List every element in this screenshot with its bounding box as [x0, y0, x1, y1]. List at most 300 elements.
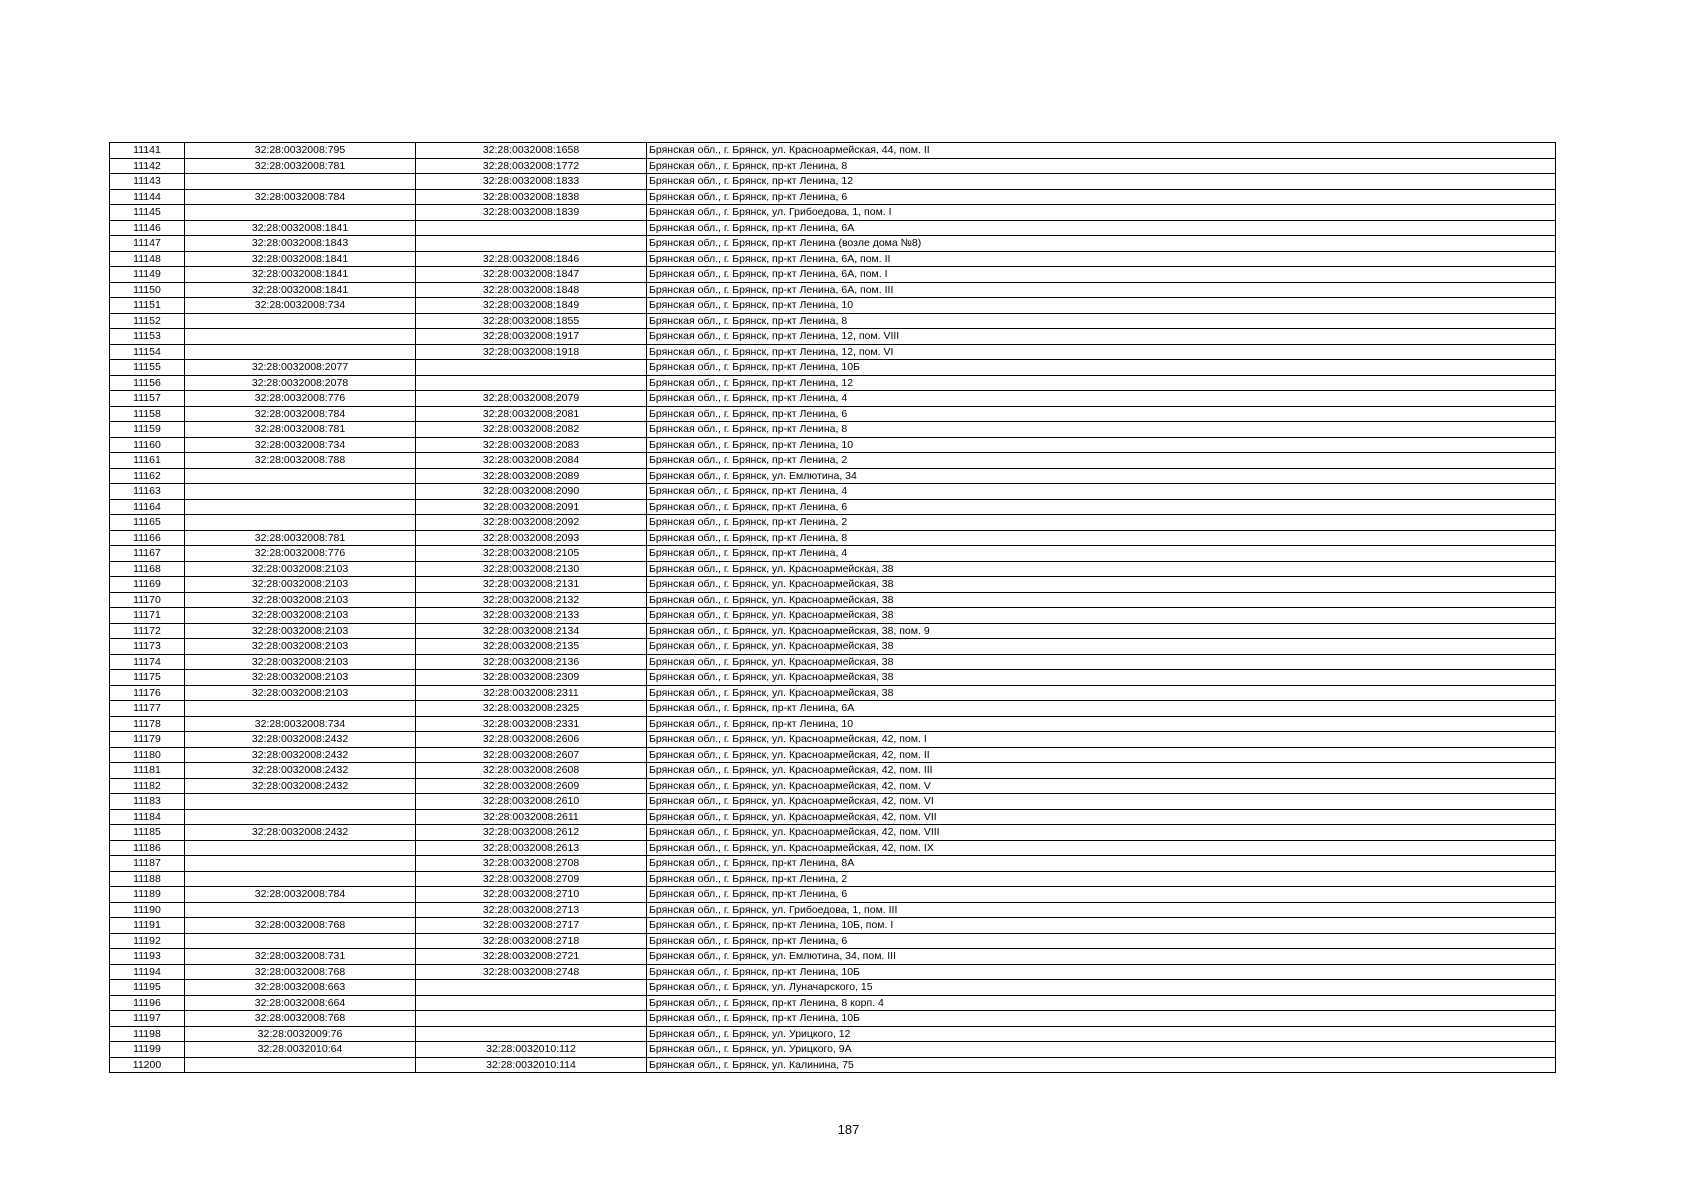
object-number-cell: 32:28:0032008:1917 [416, 329, 647, 345]
address-cell: Брянская обл., г. Брянск, пр-кт Ленина, 8 корп. 4 [647, 995, 1556, 1011]
table-row [110, 220, 1556, 236]
cadastral-number-cell: 32:28:0032008:2432 [185, 778, 416, 794]
object-number-cell: 32:28:0032008:1838 [416, 189, 647, 205]
row-number-cell: 11194 [110, 964, 185, 980]
cadastral-number-cell: 32:28:0032008:784 [185, 887, 416, 903]
table-row [110, 778, 1556, 794]
object-number-cell: 32:28:0032008:2132 [416, 592, 647, 608]
cadastral-number-cell: 32:28:0032009:76 [185, 1026, 416, 1042]
table-row [110, 236, 1556, 252]
object-number-cell: 32:28:0032008:1658 [416, 143, 647, 159]
address-cell: Брянская обл., г. Брянск, ул. Красноармейская, 42, пом. IX [647, 840, 1556, 856]
address-cell: Брянская обл., г. Брянск, пр-кт Ленина, 8 [647, 530, 1556, 546]
address-cell: Брянская обл., г. Брянск, ул. Калинина, 75 [647, 1057, 1556, 1073]
object-number-cell: 32:28:0032008:2609 [416, 778, 647, 794]
row-number-cell: 11186 [110, 840, 185, 856]
table-row [110, 313, 1556, 329]
row-number-cell: 11145 [110, 205, 185, 221]
cadastral-number-cell: 32:28:0032008:664 [185, 995, 416, 1011]
object-number-cell: 32:28:0032008:2134 [416, 623, 647, 639]
object-number-cell: 32:28:0032008:2717 [416, 918, 647, 934]
address-cell: Брянская обл., г. Брянск, пр-кт Ленина, 8 [647, 422, 1556, 438]
cadastral-number-cell: 32:28:0032008:781 [185, 158, 416, 174]
row-number-cell: 11170 [110, 592, 185, 608]
cadastral-number-cell [185, 1057, 416, 1073]
cadastral-number-cell [185, 840, 416, 856]
address-cell: Брянская обл., г. Брянск, пр-кт Ленина, 10Б [647, 360, 1556, 376]
address-cell: Брянская обл., г. Брянск, пр-кт Ленина, 6 [647, 406, 1556, 422]
cadastral-number-cell: 32:28:0032008:2103 [185, 670, 416, 686]
cadastral-number-cell: 32:28:0032008:2103 [185, 577, 416, 593]
address-cell: Брянская обл., г. Брянск, пр-кт Ленина, 2 [647, 453, 1556, 469]
table-row [110, 747, 1556, 763]
object-number-cell: 32:28:0032008:2606 [416, 732, 647, 748]
row-number-cell: 11185 [110, 825, 185, 841]
table-row [110, 391, 1556, 407]
row-number-cell: 11197 [110, 1011, 185, 1027]
row-number-cell: 11150 [110, 282, 185, 298]
address-cell: Брянская обл., г. Брянск, пр-кт Ленина, 6А, пом. III [647, 282, 1556, 298]
cadastral-number-cell: 32:28:0032008:1843 [185, 236, 416, 252]
address-cell: Брянская обл., г. Брянск, ул. Красноармейская, 44, пом. II [647, 143, 1556, 159]
cadastral-number-cell [185, 468, 416, 484]
address-cell: Брянская обл., г. Брянск, ул. Красноармейская, 42, пом. V [647, 778, 1556, 794]
table-row [110, 205, 1556, 221]
address-cell: Брянская обл., г. Брянск, ул. Грибоедова, 1, пом. III [647, 902, 1556, 918]
object-number-cell: 32:28:0032008:2091 [416, 499, 647, 515]
object-number-cell: 32:28:0032008:1855 [416, 313, 647, 329]
object-number-cell: 32:28:0032008:2089 [416, 468, 647, 484]
cadastral-number-cell [185, 174, 416, 190]
table-row [110, 623, 1556, 639]
row-number-cell: 11161 [110, 453, 185, 469]
address-cell: Брянская обл., г. Брянск, ул. Грибоедова, 1, пом. I [647, 205, 1556, 221]
object-number-cell: 32:28:0032008:1918 [416, 344, 647, 360]
cadastral-number-cell: 32:28:0032008:1841 [185, 251, 416, 267]
row-number-cell: 11176 [110, 685, 185, 701]
object-number-cell: 32:28:0032008:2710 [416, 887, 647, 903]
object-number-cell: 32:28:0032008:2748 [416, 964, 647, 980]
cadastral-number-cell [185, 329, 416, 345]
address-cell: Брянская обл., г. Брянск, пр-кт Ленина, 10Б [647, 1011, 1556, 1027]
address-cell: Брянская обл., г. Брянск, пр-кт Ленина, 2 [647, 871, 1556, 887]
table-row [110, 143, 1556, 159]
row-number-cell: 11159 [110, 422, 185, 438]
row-number-cell: 11143 [110, 174, 185, 190]
address-cell: Брянская обл., г. Брянск, пр-кт Ленина, 10 [647, 716, 1556, 732]
cadastral-number-cell: 32:28:0032008:2103 [185, 685, 416, 701]
address-cell: Брянская обл., г. Брянск, пр-кт Ленина, 8 [647, 313, 1556, 329]
object-number-cell: 32:28:0032008:2084 [416, 453, 647, 469]
table-row [110, 515, 1556, 531]
cadastral-number-cell: 32:28:0032008:2103 [185, 639, 416, 655]
row-number-cell: 11169 [110, 577, 185, 593]
cadastral-number-cell [185, 794, 416, 810]
address-cell: Брянская обл., г. Брянск, пр-кт Ленина, 6А [647, 701, 1556, 717]
table-row [110, 980, 1556, 996]
cadastral-number-cell: 32:28:0032008:1841 [185, 282, 416, 298]
table-row [110, 763, 1556, 779]
object-number-cell: 32:28:0032008:2612 [416, 825, 647, 841]
cadastral-number-cell: 32:28:0032008:2432 [185, 763, 416, 779]
address-cell: Брянская обл., г. Брянск, ул. Красноармейская, 42, пом. I [647, 732, 1556, 748]
cadastral-number-cell [185, 499, 416, 515]
row-number-cell: 11147 [110, 236, 185, 252]
table-row [110, 949, 1556, 965]
address-cell: Брянская обл., г. Брянск, пр-кт Ленина, 6 [647, 887, 1556, 903]
row-number-cell: 11148 [110, 251, 185, 267]
cadastral-number-cell: 32:28:0032008:784 [185, 189, 416, 205]
row-number-cell: 11154 [110, 344, 185, 360]
address-cell: Брянская обл., г. Брянск, пр-кт Ленина, 12 [647, 174, 1556, 190]
cadastral-number-cell: 32:28:0032008:2103 [185, 623, 416, 639]
cadastral-number-cell: 32:28:0032008:734 [185, 437, 416, 453]
row-number-cell: 11155 [110, 360, 185, 376]
row-number-cell: 11173 [110, 639, 185, 655]
row-number-cell: 11164 [110, 499, 185, 515]
object-number-cell: 32:28:0032008:2130 [416, 561, 647, 577]
address-cell: Брянская обл., г. Брянск, ул. Красноармейская, 42, пом. III [647, 763, 1556, 779]
address-cell: Брянская обл., г. Брянск, пр-кт Ленина, 8 [647, 158, 1556, 174]
table-row [110, 840, 1556, 856]
table-row [110, 654, 1556, 670]
table-row [110, 871, 1556, 887]
table-row [110, 158, 1556, 174]
row-number-cell: 11177 [110, 701, 185, 717]
row-number-cell: 11171 [110, 608, 185, 624]
table-row [110, 189, 1556, 205]
object-number-cell: 32:28:0032008:2090 [416, 484, 647, 500]
row-number-cell: 11141 [110, 143, 185, 159]
table-row [110, 732, 1556, 748]
row-number-cell: 11152 [110, 313, 185, 329]
object-number-cell: 32:28:0032008:2610 [416, 794, 647, 810]
object-number-cell: 32:28:0032008:2325 [416, 701, 647, 717]
address-cell: Брянская обл., г. Брянск, пр-кт Ленина, 4 [647, 484, 1556, 500]
table-row [110, 406, 1556, 422]
table-row [110, 546, 1556, 562]
cadastral-number-cell: 32:28:0032008:734 [185, 298, 416, 314]
object-number-cell: 32:28:0032008:2082 [416, 422, 647, 438]
cadastral-number-cell [185, 313, 416, 329]
object-number-cell: 32:28:0032008:2311 [416, 685, 647, 701]
cadastral-number-cell: 32:28:0032008:784 [185, 406, 416, 422]
row-number-cell: 11163 [110, 484, 185, 500]
row-number-cell: 11180 [110, 747, 185, 763]
address-cell: Брянская обл., г. Брянск, ул. Красноармейская, 42, пом. VIII [647, 825, 1556, 841]
object-number-cell [416, 980, 647, 996]
table-row [110, 701, 1556, 717]
cadastral-number-cell [185, 515, 416, 531]
address-cell: Брянская обл., г. Брянск, пр-кт Ленина, 10Б [647, 964, 1556, 980]
object-number-cell: 32:28:0032008:2105 [416, 546, 647, 562]
address-cell: Брянская обл., г. Брянск, ул. Красноармейская, 38 [647, 639, 1556, 655]
table-row [110, 856, 1556, 872]
row-number-cell: 11175 [110, 670, 185, 686]
cadastral-number-cell: 32:28:0032008:768 [185, 918, 416, 934]
object-number-cell: 32:28:0032008:2135 [416, 639, 647, 655]
table-row [110, 809, 1556, 825]
address-cell: Брянская обл., г. Брянск, пр-кт Ленина, 6А [647, 220, 1556, 236]
row-number-cell: 11160 [110, 437, 185, 453]
object-number-cell: 32:28:0032008:2718 [416, 933, 647, 949]
object-number-cell: 32:28:0032008:2611 [416, 809, 647, 825]
cadastral-number-cell: 32:28:0032008:2103 [185, 592, 416, 608]
object-number-cell: 32:28:0032008:2331 [416, 716, 647, 732]
table-row [110, 468, 1556, 484]
cadastral-number-cell: 32:28:0032008:1841 [185, 267, 416, 283]
table-row [110, 267, 1556, 283]
cadastral-number-cell: 32:28:0032008:2432 [185, 732, 416, 748]
address-cell: Брянская обл., г. Брянск, ул. Красноармейская, 38 [647, 592, 1556, 608]
row-number-cell: 11189 [110, 887, 185, 903]
object-number-cell: 32:28:0032008:2136 [416, 654, 647, 670]
table-row [110, 592, 1556, 608]
cadastral-number-cell: 32:28:0032008:2432 [185, 747, 416, 763]
object-number-cell: 32:28:0032008:2709 [416, 871, 647, 887]
address-cell: Брянская обл., г. Брянск, ул. Емлютина, 34, пом. III [647, 949, 1556, 965]
row-number-cell: 11144 [110, 189, 185, 205]
object-number-cell [416, 236, 647, 252]
object-number-cell: 32:28:0032008:1846 [416, 251, 647, 267]
object-number-cell [416, 995, 647, 1011]
row-number-cell: 11198 [110, 1026, 185, 1042]
table-row [110, 329, 1556, 345]
cadastral-number-cell [185, 701, 416, 717]
table-row [110, 499, 1556, 515]
row-number-cell: 11183 [110, 794, 185, 810]
object-number-cell: 32:28:0032008:2133 [416, 608, 647, 624]
cadastral-number-cell: 32:28:0032008:768 [185, 1011, 416, 1027]
row-number-cell: 11178 [110, 716, 185, 732]
object-number-cell: 32:28:0032008:2721 [416, 949, 647, 965]
cadastral-number-cell [185, 871, 416, 887]
address-cell: Брянская обл., г. Брянск, ул. Красноармейская, 38 [647, 654, 1556, 670]
row-number-cell: 11182 [110, 778, 185, 794]
table-row [110, 902, 1556, 918]
table-row [110, 1011, 1556, 1027]
cadastral-number-cell: 32:28:0032008:663 [185, 980, 416, 996]
page-number: 187 [837, 1122, 860, 1137]
cadastral-number-cell: 32:28:0032008:734 [185, 716, 416, 732]
row-number-cell: 11151 [110, 298, 185, 314]
row-number-cell: 11165 [110, 515, 185, 531]
object-number-cell: 32:28:0032008:1772 [416, 158, 647, 174]
row-number-cell: 11191 [110, 918, 185, 934]
row-number-cell: 11199 [110, 1042, 185, 1058]
table-row [110, 1057, 1556, 1073]
object-number-cell: 32:28:0032008:2309 [416, 670, 647, 686]
cadastral-number-cell [185, 856, 416, 872]
row-number-cell: 11196 [110, 995, 185, 1011]
cadastral-number-cell: 32:28:0032008:2077 [185, 360, 416, 376]
object-number-cell [416, 1026, 647, 1042]
row-number-cell: 11167 [110, 546, 185, 562]
table-row [110, 437, 1556, 453]
address-cell: Брянская обл., г. Брянск, ул. Красноармейская, 38 [647, 670, 1556, 686]
table-row [110, 344, 1556, 360]
address-cell: Брянская обл., г. Брянск, ул. Красноармейская, 42, пом. VI [647, 794, 1556, 810]
object-number-cell: 32:28:0032008:2708 [416, 856, 647, 872]
cadastral-number-cell: 32:28:0032008:2103 [185, 608, 416, 624]
row-number-cell: 11187 [110, 856, 185, 872]
row-number-cell: 11166 [110, 530, 185, 546]
table-row [110, 825, 1556, 841]
cadastral-number-cell [185, 205, 416, 221]
table-row [110, 933, 1556, 949]
table-row [110, 530, 1556, 546]
cadastral-number-cell: 32:28:0032008:788 [185, 453, 416, 469]
table-row [110, 422, 1556, 438]
address-cell: Брянская обл., г. Брянск, пр-кт Ленина, 12, пом. VI [647, 344, 1556, 360]
table-row [110, 670, 1556, 686]
row-number-cell: 11200 [110, 1057, 185, 1073]
row-number-cell: 11158 [110, 406, 185, 422]
table-row [110, 1042, 1556, 1058]
object-number-cell [416, 220, 647, 236]
object-number-cell [416, 1011, 647, 1027]
row-number-cell: 11156 [110, 375, 185, 391]
address-cell: Брянская обл., г. Брянск, пр-кт Ленина, 10Б, пом. I [647, 918, 1556, 934]
table-row [110, 995, 1556, 1011]
row-number-cell: 11149 [110, 267, 185, 283]
address-cell: Брянская обл., г. Брянск, ул. Красноармейская, 38 [647, 685, 1556, 701]
row-number-cell: 11157 [110, 391, 185, 407]
address-cell: Брянская обл., г. Брянск, ул. Луначарского, 15 [647, 980, 1556, 996]
table-row [110, 964, 1556, 980]
address-cell: Брянская обл., г. Брянск, пр-кт Ленина, 12, пом. VIII [647, 329, 1556, 345]
cadastral-number-cell: 32:28:0032008:1841 [185, 220, 416, 236]
address-cell: Брянская обл., г. Брянск, пр-кт Ленина, 10 [647, 437, 1556, 453]
address-cell: Брянская обл., г. Брянск, ул. Урицкого, 12 [647, 1026, 1556, 1042]
cadastral-number-cell: 32:28:0032008:781 [185, 530, 416, 546]
address-cell: Брянская обл., г. Брянск, пр-кт Ленина, 10 [647, 298, 1556, 314]
object-number-cell: 32:28:0032008:2081 [416, 406, 647, 422]
address-cell: Брянская обл., г. Брянск, пр-кт Ленина, 4 [647, 391, 1556, 407]
table-row [110, 608, 1556, 624]
row-number-cell: 11184 [110, 809, 185, 825]
address-cell: Брянская обл., г. Брянск, пр-кт Ленина, 6 [647, 499, 1556, 515]
table-row [110, 360, 1556, 376]
table-row [110, 561, 1556, 577]
object-number-cell: 32:28:0032008:1833 [416, 174, 647, 190]
table-row [110, 887, 1556, 903]
object-number-cell: 32:28:0032008:1839 [416, 205, 647, 221]
cadastral-number-cell [185, 809, 416, 825]
address-cell: Брянская обл., г. Брянск, ул. Красноармейская, 42, пом. VII [647, 809, 1556, 825]
object-number-cell [416, 360, 647, 376]
object-number-cell: 32:28:0032008:2079 [416, 391, 647, 407]
address-cell: Брянская обл., г. Брянск, ул. Красноармейская, 38 [647, 577, 1556, 593]
cadastral-number-cell [185, 344, 416, 360]
object-number-cell: 32:28:0032008:2083 [416, 437, 647, 453]
table-row [110, 375, 1556, 391]
table-row [110, 685, 1556, 701]
table-row [110, 174, 1556, 190]
cadastral-number-cell [185, 484, 416, 500]
row-number-cell: 11168 [110, 561, 185, 577]
object-number-cell [416, 375, 647, 391]
object-number-cell: 32:28:0032008:2131 [416, 577, 647, 593]
table-row [110, 577, 1556, 593]
cadastral-number-cell: 32:28:0032010:64 [185, 1042, 416, 1058]
cadastral-number-cell: 32:28:0032008:2103 [185, 561, 416, 577]
address-cell: Брянская обл., г. Брянск, пр-кт Ленина, 6А, пом. I [647, 267, 1556, 283]
row-number-cell: 11174 [110, 654, 185, 670]
address-cell: Брянская обл., г. Брянск, пр-кт Ленина, 6 [647, 189, 1556, 205]
address-cell: Брянская обл., г. Брянск, ул. Красноармейская, 38 [647, 608, 1556, 624]
object-number-cell: 32:28:0032008:2608 [416, 763, 647, 779]
row-number-cell: 11190 [110, 902, 185, 918]
address-cell: Брянская обл., г. Брянск, пр-кт Ленина, 6А, пом. II [647, 251, 1556, 267]
cadastral-table [109, 142, 1556, 1073]
address-cell: Брянская обл., г. Брянск, пр-кт Ленина, 6 [647, 933, 1556, 949]
row-number-cell: 11162 [110, 468, 185, 484]
table-row [110, 282, 1556, 298]
table-row [110, 918, 1556, 934]
table-row [110, 1026, 1556, 1042]
cadastral-number-cell: 32:28:0032008:2078 [185, 375, 416, 391]
address-cell: Брянская обл., г. Брянск, ул. Красноармейская, 38, пом. 9 [647, 623, 1556, 639]
cadastral-number-cell: 32:28:0032008:795 [185, 143, 416, 159]
table-row [110, 298, 1556, 314]
object-number-cell: 32:28:0032008:2613 [416, 840, 647, 856]
address-cell: Брянская обл., г. Брянск, ул. Красноармейская, 38 [647, 561, 1556, 577]
address-cell: Брянская обл., г. Брянск, пр-кт Ленина, 2 [647, 515, 1556, 531]
row-number-cell: 11142 [110, 158, 185, 174]
address-cell: Брянская обл., г. Брянск, пр-кт Ленина, 12 [647, 375, 1556, 391]
row-number-cell: 11146 [110, 220, 185, 236]
object-number-cell: 32:28:0032010:114 [416, 1057, 647, 1073]
object-number-cell: 32:28:0032008:1847 [416, 267, 647, 283]
object-number-cell: 32:28:0032008:1849 [416, 298, 647, 314]
table-row [110, 639, 1556, 655]
row-number-cell: 11172 [110, 623, 185, 639]
cadastral-number-cell: 32:28:0032008:731 [185, 949, 416, 965]
row-number-cell: 11192 [110, 933, 185, 949]
address-cell: Брянская обл., г. Брянск, пр-кт Ленина, 8А [647, 856, 1556, 872]
table-row [110, 251, 1556, 267]
table-row [110, 453, 1556, 469]
row-number-cell: 11179 [110, 732, 185, 748]
cadastral-number-cell: 32:28:0032008:2432 [185, 825, 416, 841]
table-row [110, 794, 1556, 810]
row-number-cell: 11153 [110, 329, 185, 345]
object-number-cell: 32:28:0032008:2713 [416, 902, 647, 918]
row-number-cell: 11193 [110, 949, 185, 965]
cadastral-number-cell: 32:28:0032008:776 [185, 391, 416, 407]
table-row [110, 716, 1556, 732]
table-body [110, 143, 1556, 1073]
address-cell: Брянская обл., г. Брянск, ул. Урицкого, 9А [647, 1042, 1556, 1058]
cadastral-number-cell: 32:28:0032008:768 [185, 964, 416, 980]
cadastral-number-cell [185, 902, 416, 918]
address-cell: Брянская обл., г. Брянск, пр-кт Ленина, 4 [647, 546, 1556, 562]
object-number-cell: 32:28:0032008:1848 [416, 282, 647, 298]
cadastral-number-cell [185, 933, 416, 949]
cadastral-number-cell: 32:28:0032008:776 [185, 546, 416, 562]
row-number-cell: 11195 [110, 980, 185, 996]
row-number-cell: 11181 [110, 763, 185, 779]
object-number-cell: 32:28:0032010:112 [416, 1042, 647, 1058]
object-number-cell: 32:28:0032008:2093 [416, 530, 647, 546]
object-number-cell: 32:28:0032008:2607 [416, 747, 647, 763]
address-cell: Брянская обл., г. Брянск, ул. Красноармейская, 42, пом. II [647, 747, 1556, 763]
row-number-cell: 11188 [110, 871, 185, 887]
cadastral-number-cell: 32:28:0032008:2103 [185, 654, 416, 670]
cadastral-number-cell: 32:28:0032008:781 [185, 422, 416, 438]
address-cell: Брянская обл., г. Брянск, пр-кт Ленина (возле дома №8) [647, 236, 1556, 252]
